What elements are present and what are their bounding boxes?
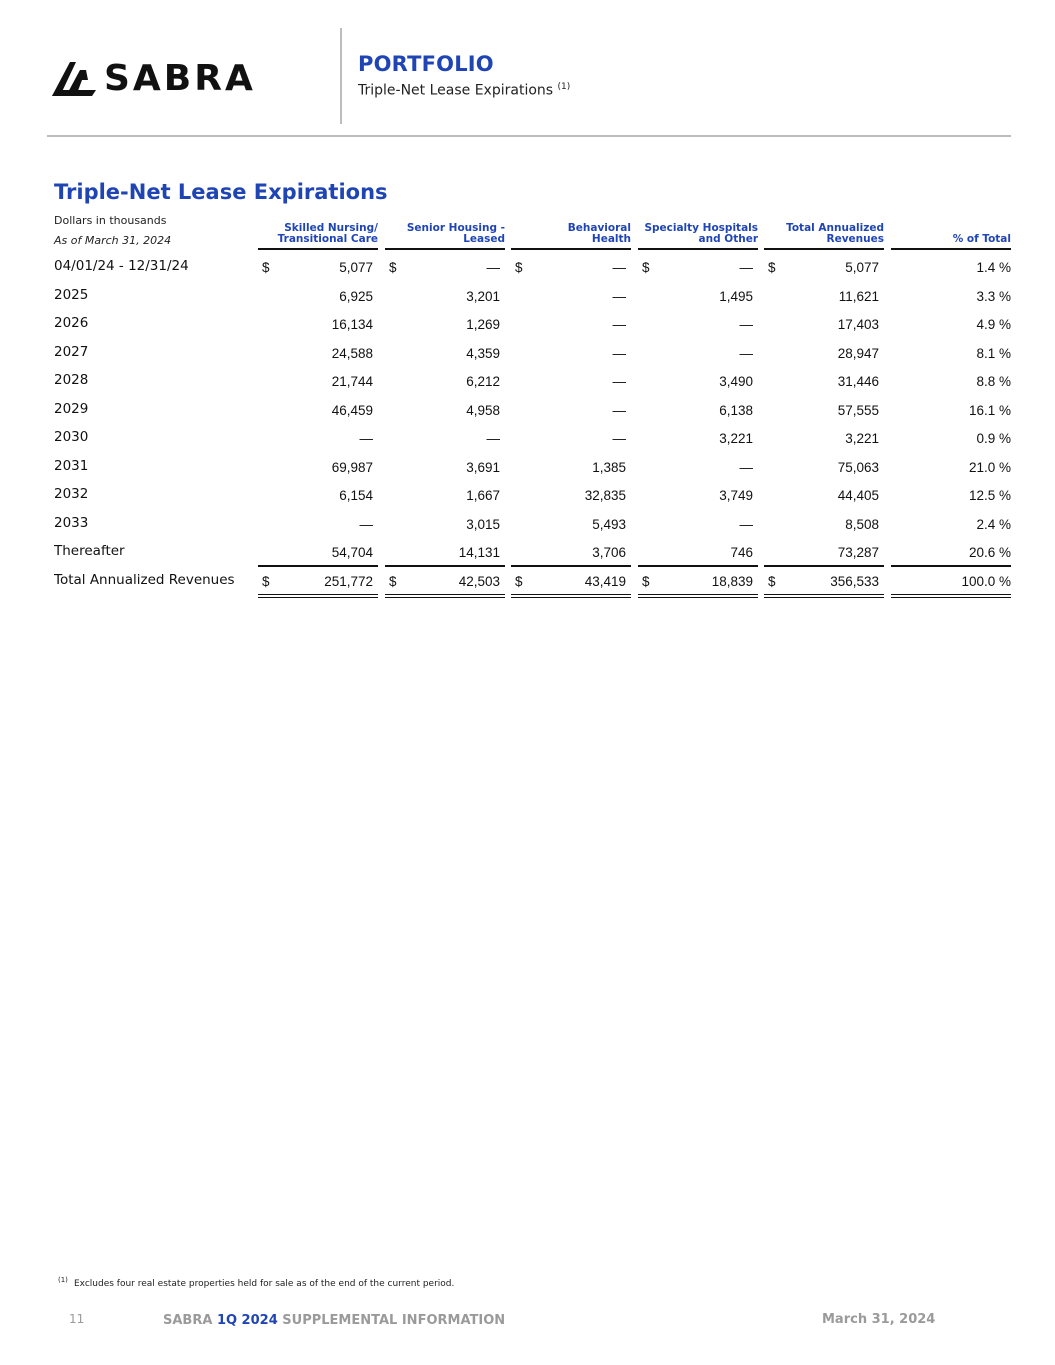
currency-symbol: $ xyxy=(262,260,270,275)
column-header-line: Transitional Care xyxy=(277,233,378,245)
table-cell: 1,667 xyxy=(466,488,500,503)
table-cell: 31,446 xyxy=(837,374,879,389)
table-cell: — xyxy=(612,260,626,275)
table-cell: 20.6 % xyxy=(968,545,1011,560)
column-header-line: Skilled Nursing/ xyxy=(284,222,378,234)
currency-symbol: $ xyxy=(515,573,523,589)
table-cell: 21.0 % xyxy=(968,459,1011,475)
total-double-rule xyxy=(511,594,631,598)
footnote-text: Excludes four real estate properties held for sale as of the end of the current period. xyxy=(74,1279,455,1289)
table-cell: 4.9 % xyxy=(976,317,1011,332)
table-cell: 3,015 xyxy=(466,516,500,532)
table-cell: 73,287 xyxy=(837,545,879,560)
column-header-line: Leased xyxy=(463,233,505,245)
table-cell: 17,403 xyxy=(837,317,879,332)
column-header-behavioral-health xyxy=(511,224,631,250)
table-cell: 75,063 xyxy=(837,459,879,475)
table-cell: 4,359 xyxy=(466,345,500,361)
table-cell: — xyxy=(739,260,753,275)
row-label: 2028 xyxy=(54,372,89,388)
table-cell: 16.1 % xyxy=(968,402,1011,418)
row-label: 04/01/24 - 12/31/24 xyxy=(54,258,189,274)
table-title: Triple-Net Lease Expirations xyxy=(54,180,388,204)
table-units: Dollars in thousands xyxy=(54,214,167,227)
table-cell: 24,588 xyxy=(331,345,373,361)
table-cell: — xyxy=(739,317,753,332)
subtotal-rule xyxy=(511,565,631,567)
table-cell: 3,490 xyxy=(719,374,753,389)
table-row xyxy=(0,458,1055,486)
table-cell: 1,269 xyxy=(466,317,500,332)
table-cell: 69,987 xyxy=(331,459,373,475)
row-label: 2033 xyxy=(54,514,89,531)
table-cell: 746 xyxy=(730,545,753,560)
row-label: 2029 xyxy=(54,400,89,417)
table-cell: 1,385 xyxy=(592,459,626,475)
table-cell: 43,419 xyxy=(584,573,626,589)
table-cell: 8.8 % xyxy=(976,374,1011,389)
table-cell: 8,508 xyxy=(845,516,879,532)
table-cell: — xyxy=(612,317,626,332)
logo-text: SABRA xyxy=(104,58,256,99)
section-subtitle-footnote: (1) xyxy=(557,82,571,92)
column-header-line: % of Total xyxy=(952,233,1011,245)
currency-symbol: $ xyxy=(642,573,650,589)
table-cell: 8.1 % xyxy=(976,345,1011,361)
row-label: 2031 xyxy=(54,457,89,474)
table-cell: 4,958 xyxy=(466,402,500,418)
row-label: 2030 xyxy=(54,429,89,445)
table-cell: 14,131 xyxy=(458,545,500,560)
row-label: 2026 xyxy=(54,315,89,331)
table-cell: 5,077 xyxy=(339,260,373,275)
total-double-rule xyxy=(385,594,505,598)
column-header-line: Behavioral xyxy=(567,222,631,234)
header-vertical-divider xyxy=(340,28,342,124)
table-cell: 356,533 xyxy=(830,573,879,589)
column-header-line: Total Annualized xyxy=(786,222,884,234)
footer-brand-highlight: 1Q 2024 xyxy=(216,1313,278,1328)
table-cell: 3,749 xyxy=(719,488,753,503)
currency-symbol: $ xyxy=(389,260,397,275)
column-header-specialty-hospitals xyxy=(638,224,758,250)
table-row xyxy=(0,515,1055,543)
table-cell: 6,925 xyxy=(339,288,373,304)
table-cell: 5,493 xyxy=(592,516,626,532)
footnote-mark: (1) xyxy=(58,1276,68,1284)
subtotal-rule xyxy=(258,565,378,567)
subtotal-rule xyxy=(638,565,758,567)
section-subtitle-text: Triple-Net Lease Expirations xyxy=(358,82,554,99)
table-cell: 16,134 xyxy=(331,317,373,332)
currency-symbol: $ xyxy=(515,260,523,275)
page-number: 11 xyxy=(69,1312,85,1326)
table-cell: 11,621 xyxy=(838,288,879,304)
row-label: Thereafter xyxy=(54,543,125,559)
table-cell: 54,704 xyxy=(331,545,373,560)
section-subtitle xyxy=(358,82,570,99)
table-cell: 12.5 % xyxy=(968,488,1011,503)
currency-symbol: $ xyxy=(768,573,776,589)
table-cell: 21,744 xyxy=(331,374,373,389)
currency-symbol: $ xyxy=(262,573,270,589)
table-cell: — xyxy=(359,431,373,446)
table-cell: — xyxy=(612,402,626,418)
table-row xyxy=(0,401,1055,429)
column-header-percent-total xyxy=(891,224,1011,250)
table-cell: 5,077 xyxy=(845,260,879,275)
table-cell: 28,947 xyxy=(837,345,879,361)
table-cell: — xyxy=(486,260,500,275)
currency-symbol: $ xyxy=(642,260,650,275)
column-header-line: Specialty Hospitals xyxy=(644,222,758,234)
table-cell: — xyxy=(486,431,500,446)
table-row xyxy=(0,315,1055,343)
table-as-of: As of March 31, 2024 xyxy=(54,234,172,247)
table-row xyxy=(0,486,1055,514)
subtotal-rule xyxy=(764,565,884,567)
table-cell: — xyxy=(612,345,626,361)
table-cell: 44,405 xyxy=(837,488,879,503)
subtotal-rule xyxy=(385,565,505,567)
table-cell: — xyxy=(359,516,373,532)
total-double-rule xyxy=(764,594,884,598)
table-cell: 3,201 xyxy=(466,288,500,304)
table-cell: 32,835 xyxy=(584,488,626,503)
currency-symbol: $ xyxy=(389,573,397,589)
table-row xyxy=(0,372,1055,400)
table-row xyxy=(0,543,1055,571)
column-header-line: and Other xyxy=(698,233,758,245)
table-cell: 42,503 xyxy=(458,573,500,589)
table-cell: 3,706 xyxy=(592,545,626,560)
table-cell: 3,221 xyxy=(845,431,879,446)
table-cell: 100.0 % xyxy=(961,573,1011,589)
table-cell: — xyxy=(612,288,626,304)
table-cell: 251,772 xyxy=(324,573,373,589)
table-row xyxy=(0,344,1055,372)
total-double-rule xyxy=(638,594,758,598)
table-cell: 1,495 xyxy=(719,288,753,304)
column-header-skilled-nursing xyxy=(258,224,378,250)
table-row xyxy=(0,258,1055,286)
column-header-senior-housing xyxy=(385,224,505,250)
table-cell: 18,839 xyxy=(711,573,753,589)
table-cell: 57,555 xyxy=(837,402,879,418)
footer-brand xyxy=(163,1313,505,1328)
row-label: 2027 xyxy=(54,343,89,360)
subtotal-rule xyxy=(891,565,1011,567)
table-cell: 6,154 xyxy=(339,488,373,503)
table-cell: 2.4 % xyxy=(976,516,1011,532)
footer-date: March 31, 2024 xyxy=(822,1312,936,1327)
total-double-rule xyxy=(891,594,1011,598)
table-cell: 6,138 xyxy=(719,402,753,418)
column-header-line: Revenues xyxy=(826,233,884,245)
total-double-rule xyxy=(258,594,378,598)
table-cell: 0.9 % xyxy=(976,431,1011,446)
table-row xyxy=(0,287,1055,315)
sabra-logo xyxy=(52,52,297,100)
table-cell: 3.3 % xyxy=(976,288,1011,304)
table-cell: 46,459 xyxy=(331,402,373,418)
row-label: Total Annualized Revenues xyxy=(54,571,235,588)
table-cell: — xyxy=(612,374,626,389)
table-row xyxy=(0,429,1055,457)
column-header-line: Senior Housing - xyxy=(406,222,505,234)
table-cell: 1.4 % xyxy=(976,260,1011,275)
table-cell: — xyxy=(612,431,626,446)
section-title: PORTFOLIO xyxy=(358,52,494,76)
table-cell: 3,691 xyxy=(466,459,500,475)
footer-brand-suffix: SUPPLEMENTAL INFORMATION xyxy=(282,1313,506,1328)
currency-symbol: $ xyxy=(768,260,776,275)
table-cell: 3,221 xyxy=(719,431,753,446)
table-cell: — xyxy=(739,345,753,361)
column-header-total-revenues xyxy=(764,224,884,250)
footer-brand-prefix: SABRA xyxy=(163,1313,213,1328)
row-label: 2025 xyxy=(54,286,89,303)
column-header-line: Health xyxy=(591,233,631,245)
table-cell: 6,212 xyxy=(466,374,500,389)
row-label: 2032 xyxy=(54,486,89,502)
table-cell: — xyxy=(739,459,753,475)
table-cell: — xyxy=(739,516,753,532)
header-horizontal-divider xyxy=(47,135,1011,137)
